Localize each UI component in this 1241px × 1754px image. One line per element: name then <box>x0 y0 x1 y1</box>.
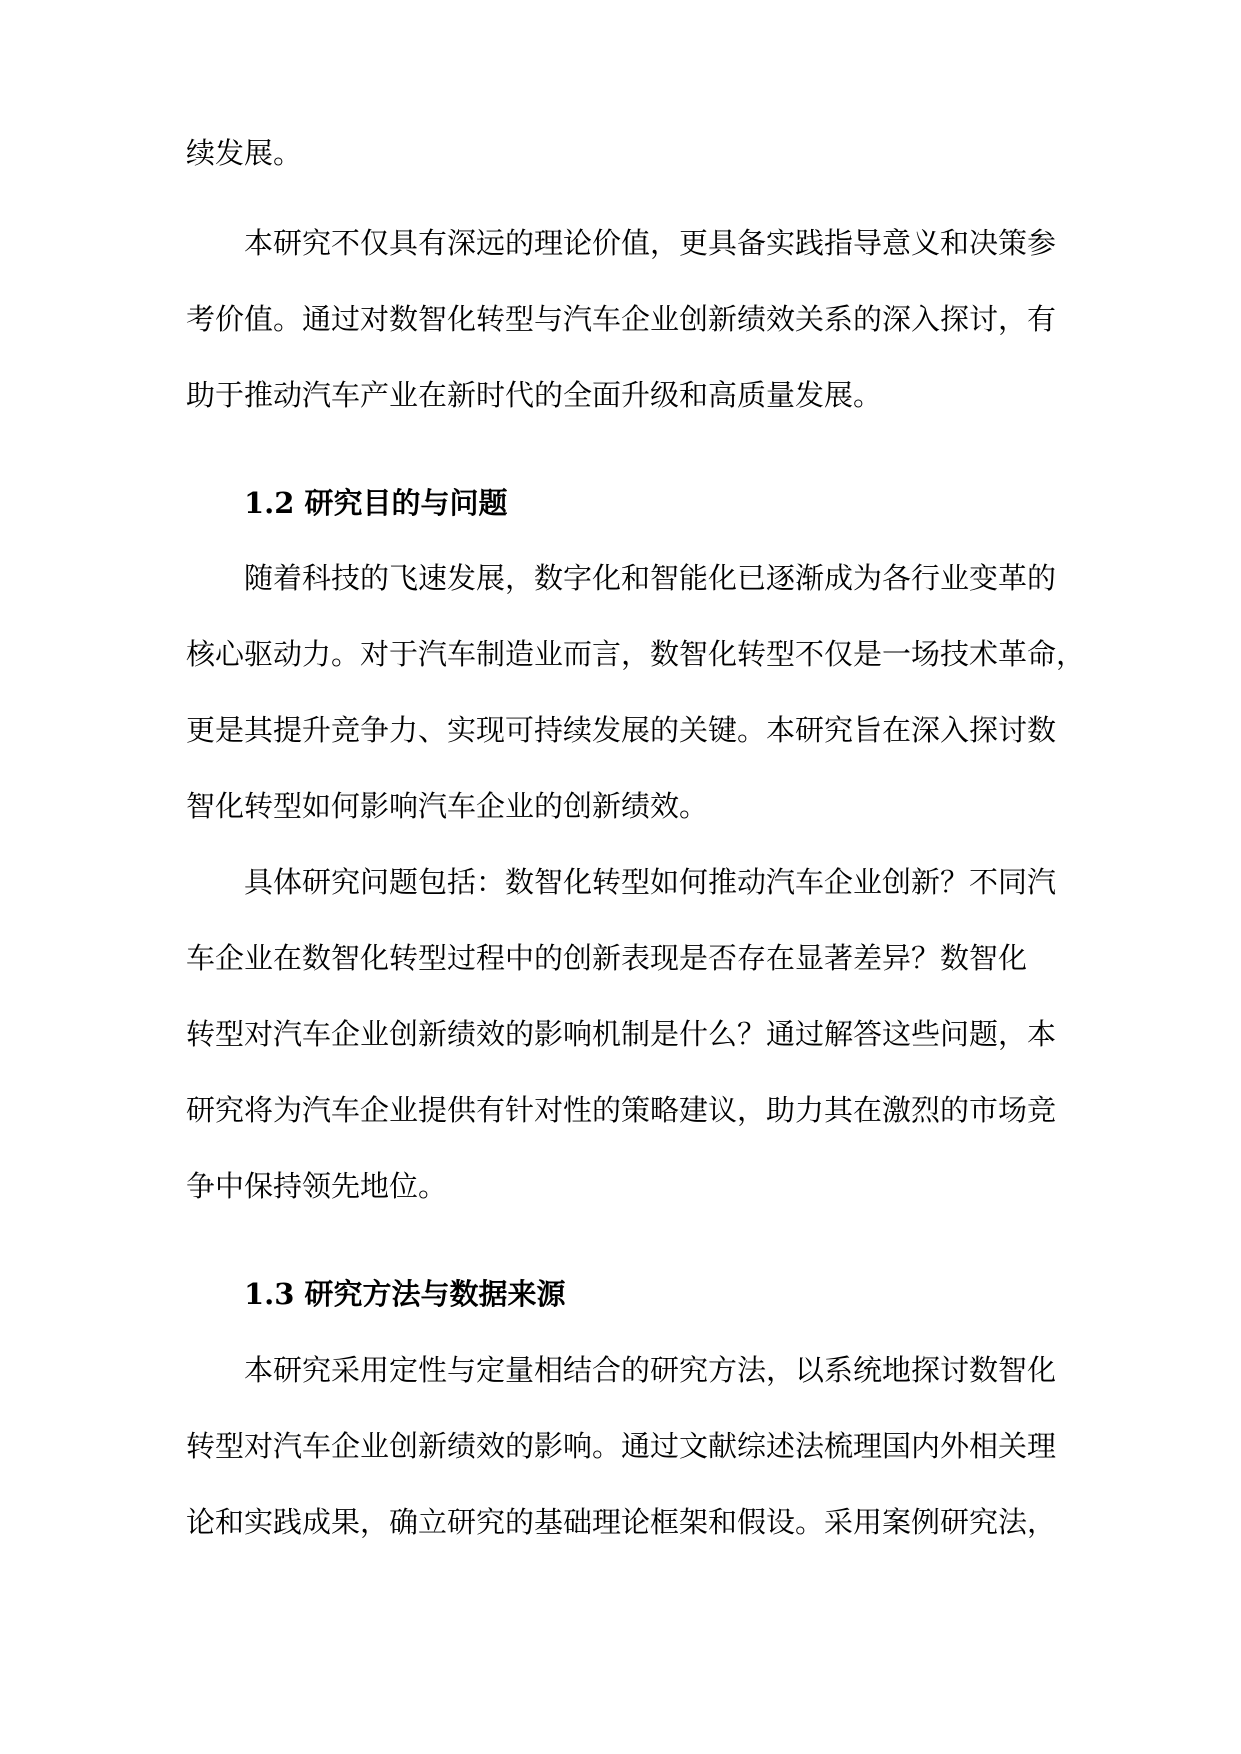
section-1-2-para-b-line-4: 研究将为汽车企业提供有针对性的策略建议，助力其在激烈的市场竞 <box>186 1093 1057 1127</box>
intro-tail-line: 续发展。 <box>186 136 303 170</box>
para1-line-1: 本研究不仅具有深远的理论价值，更具备实践指导意义和决策参 <box>244 226 1057 260</box>
section-1-3-para-a-line-1: 本研究采用定性与定量相结合的研究方法，以系统地探讨数智化 <box>244 1353 1057 1387</box>
section-1-2-para-b-line-5: 争中保持领先地位。 <box>186 1169 448 1203</box>
para1-line-2: 考价值。通过对数智化转型与汽车企业创新绩效关系的深入探讨，有 <box>186 302 1057 336</box>
section-1-2-para-a-line-1: 随着科技的飞速发展，数字化和智能化已逐渐成为各行业变革的 <box>244 561 1057 595</box>
section-1-3-para-a-line-2: 转型对汽车企业创新绩效的影响。通过文献综述法梳理国内外相关理 <box>186 1429 1057 1463</box>
section-1-2-para-a-line-4: 智化转型如何影响汽车企业的创新绩效。 <box>186 789 709 823</box>
section-1-2-para-b-line-2: 车企业在数智化转型过程中的创新表现是否存在显著差异？数智化 <box>186 941 1028 975</box>
section-1-2-para-a-line-2: 核心驱动力。对于汽车制造业而言，数智化转型不仅是一场技术革命， <box>186 637 1086 671</box>
section-1-2-para-b-line-1: 具体研究问题包括：数智化转型如何推动汽车企业创新？不同汽 <box>244 865 1057 899</box>
section-1-2-para-b-line-3: 转型对汽车企业创新绩效的影响机制是什么？通过解答这些问题，本 <box>186 1017 1057 1051</box>
para1-line-3: 助于推动汽车产业在新时代的全面升级和高质量发展。 <box>186 378 883 412</box>
section-1-3-para-a-line-3: 论和实践成果，确立研究的基础理论框架和假设。采用案例研究法， <box>186 1505 1057 1539</box>
section-1-2-para-a-line-3: 更是其提升竞争力、实现可持续发展的关键。本研究旨在深入探讨数 <box>186 713 1057 747</box>
section-1-2-heading: 1.2 研究目的与问题 <box>244 486 508 520</box>
section-1-3-heading: 1.3 研究方法与数据来源 <box>244 1277 566 1311</box>
